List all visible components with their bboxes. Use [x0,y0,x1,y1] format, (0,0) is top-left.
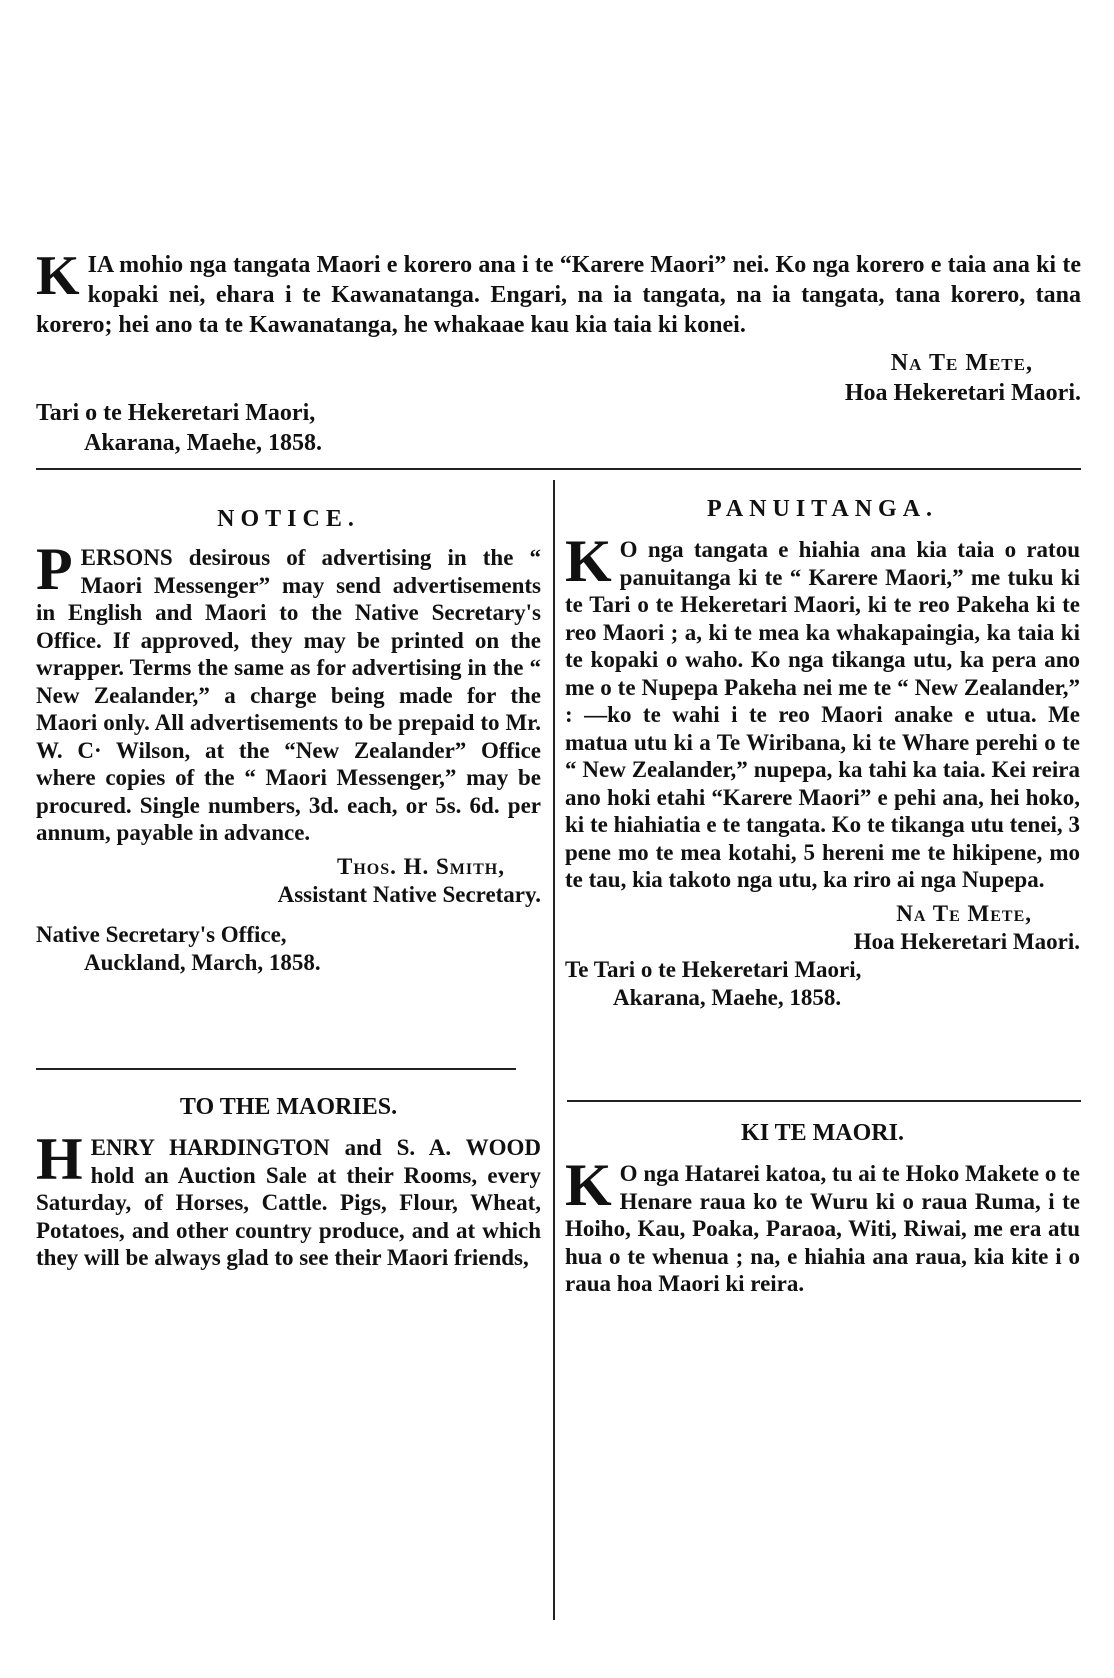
panuitanga-signature-name: Na Te Mete, [896,900,1032,926]
notice-section [36,504,541,977]
notice-signature-name: Thos. H. Smith, [336,853,505,879]
panuitanga-office-line1: Te Tari o te Hekeretari Maori, [565,956,862,982]
top-notice-paragraph [36,245,1081,340]
notice-office-line2: Auckland, March, 1858. [84,949,321,975]
ki-te-maori-paragraph [565,1152,1080,1298]
to-the-maories-heading: TO THE MAORIES. [179,1094,398,1120]
notice-office-line1: Native Secretary's Office, [36,921,287,947]
column-divider [553,480,555,1620]
ki-te-maori-dropcap: K [565,1152,612,1218]
panuitanga-dropcap: K [565,528,612,594]
ki-te-maori-section [565,1118,1080,1298]
top-divider [36,468,1081,470]
panuitanga-signature-title: Hoa Hekeretari Maori. [853,928,1080,954]
notice-dropcap: P [36,536,73,602]
top-notice-dropcap: K [36,245,80,307]
notice-body: ERSONS desirous of advertising in the “ Maori Messenger” may send advertisements in English and Maori to the Native Secretary's Office. If approved, they may be printed on the wrapper. Terms the same as for advertising in the “ New Zealander,” a charge being made for the Maori only. All advertisements to be prepaid to Mr. W. C· Wilson, at the “New Zealander” Office where copies of the “ Maori Messenger,” may be procured. Single numbers, 3d. each, or 5s. 6d. per annum, payable in advance. [36,545,541,845]
top-notice-body: IA mohio nga tangata Maori e korero ana i te “Karere Maori” nei. Ko nga korero e taia ana ki te kopaki nei, ehara i te Kawanatanga. Engari, na ia tangata, na ia tangata, tana korero, tana korero; hei ano ta te Kawanatanga, he whakaae kau kia taia ki konei. [36,252,1081,338]
notice-heading: NOTICE. [217,506,360,532]
right-divider [567,1100,1081,1102]
top-notice [36,245,1081,458]
to-the-maories-dropcap: H [36,1126,83,1192]
to-the-maories-paragraph [36,1126,541,1272]
top-notice-signature-title: Hoa Hekeretari Maori. [844,380,1081,406]
panuitanga-office-line2: Akarana, Maehe, 1858. [613,984,842,1010]
top-notice-office-line2: Akarana, Maehe, 1858. [84,430,322,456]
left-divider [36,1068,516,1070]
panuitanga-heading: PANUITANGA. [706,496,939,522]
panuitanga-section [565,494,1080,1012]
ki-te-maori-heading: KI TE MAORI. [741,1120,904,1146]
ki-te-maori-body: O nga Hatarei katoa, tu ai te Hoko Makete o te Henare raua ko te Wuru ki o raua Ruma, i te Hoiho, Kau, Poaka, Paraoa, Witi, Riwai, me era atu hua o te whenua ; na, e hiahia ana raua, kia kite i o raua hoa Maori ki reira. [565,1161,1080,1296]
top-notice-office-line1: Tari o te Hekeretari Maori, [36,400,316,426]
to-the-maories-body: ENRY HARDINGTON and S. A. WOOD hold an Auction Sale at their Rooms, every Saturday, of Horses, Cattle. Pigs, Flour, Wheat, Potatoes, and other country produce, and at which they will be always glad to see their Maori friends, [36,1135,541,1270]
to-the-maories-section [36,1092,541,1272]
notice-signature-title: Assistant Native Secretary. [277,881,541,907]
panuitanga-paragraph [565,528,1080,894]
notice-paragraph [36,536,541,847]
top-notice-signature-name: Na Te Mete, [890,350,1033,376]
panuitanga-body: O nga tangata e hiahia ana kia taia o ratou panuitanga ki te “ Karere Maori,” me tuku ki te Tari o te Hekeretari Maori, ki te reo Pakeha ki te reo Maori ; a, ki te mea ka whakapaingia, ka taia ki te kopaki o waho. Ko nga tikanga utu, ka pera ano me o te Nupepa Pakeha nei me te “ New Zealander,” : —ko te wahi i te reo Maori anake e utua. Me matua utu ki a Te Wiribana, ki te Whare perehi o te “ New Zealander,” nupepa, ka tahi ka taia. Kei reira ano hoki etahi “Karere Maori” e pehi ana, hei hoko, ki te hiahiatia e te tangata. Ko te tikanga utu tenei, 3 pene mo te mea kotahi, 5 hereni me te hikipene, mo te tau, kia takoto nga utu, ka riro ai nga Nupepa. [565,537,1080,892]
